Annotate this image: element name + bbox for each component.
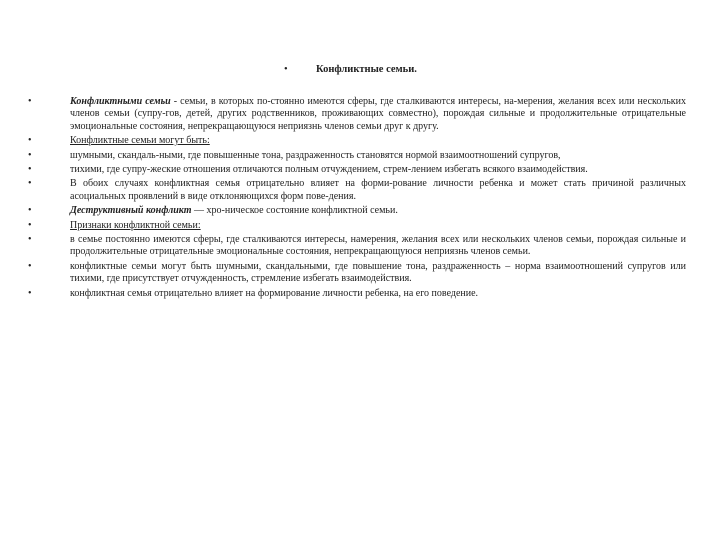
bullet-icon: • [284, 64, 288, 75]
bullet-list [28, 96, 686, 300]
list-item [28, 234, 686, 259]
list-item [28, 150, 686, 162]
list-item-text: шумными, скандаль-ными, где повышенные тона, раздраженность становятся нормой взаимоотношений супругов, [70, 149, 561, 161]
bullet-icon: • [28, 96, 32, 107]
list-item-text: — хро-ническое состояние конфликтной семьи. [191, 205, 398, 217]
list-item-text: конфликтная семья отрицательно влияет на формирование личности ребенка, на его поведение. [70, 287, 479, 299]
bullet-icon: • [28, 178, 32, 190]
list-item [28, 261, 686, 286]
list-item-text: - семьи, в которых по-стоянно имеются сферы, где сталкиваются интересы, на-мерения, желания всех или нескольких членов семьи (супру-гов, детей, других родственников, проживающих совместно), порождая сильные и продолжительные отрицательные эмоциональные состояния, непрекращающуюся неприязнь членов семьи друг к другу. [70, 96, 687, 132]
list-item [28, 288, 686, 300]
list-item [28, 205, 686, 217]
list-item-text: тихими, где супру-жеские отношения отличаются полным отчуждением, стрем-лением избегать всякого взаимодействия. [70, 164, 588, 176]
list-item-text: конфликтные семьи могут быть шумными, скандальными, где повышение тона, раздраженность – норма взаимоотношений супругов или тихими, где присутствует отчужденность, стремление избегать взаимодействия. [70, 260, 686, 285]
bullet-icon: • [28, 164, 32, 176]
list-item [28, 164, 686, 176]
list-item-text: В обоих случаях конфликтная семья отрицательно влияет на форми-рование личности ребенка и может стать причиной различных асоциальных проявлений в виде отклоняющихся форм пове-дения. [70, 178, 686, 202]
list-item [28, 178, 686, 203]
bullet-icon: • [28, 135, 32, 147]
list-item-text: Признаки конфликтной семьи: [70, 219, 201, 231]
definition-term: Конфликтными семьи [70, 96, 171, 107]
list-item [28, 96, 686, 133]
bullet-icon: • [28, 234, 32, 246]
list-item [28, 220, 686, 232]
list-item [28, 135, 686, 147]
definition-term: Деструктивный конфликт [70, 205, 192, 217]
bullet-icon: • [28, 287, 32, 299]
title-text: Конфликтные семьи. [316, 64, 417, 75]
bullet-icon: • [28, 205, 32, 217]
list-item-text: Конфликтные семьи могут быть: [70, 135, 210, 147]
list-item-text: в семье постоянно имеются сферы, где сталкиваются интересы, намерения, желания всех или нескольких членов семьи, порождая сильные и продолжительные отрицательные эмоциональные состояния, непрекращающуюся неприязнь членов семьи. [70, 234, 686, 258]
bullet-icon: • [28, 219, 32, 231]
bullet-icon: • [28, 260, 32, 272]
bullet-icon: • [28, 149, 32, 161]
